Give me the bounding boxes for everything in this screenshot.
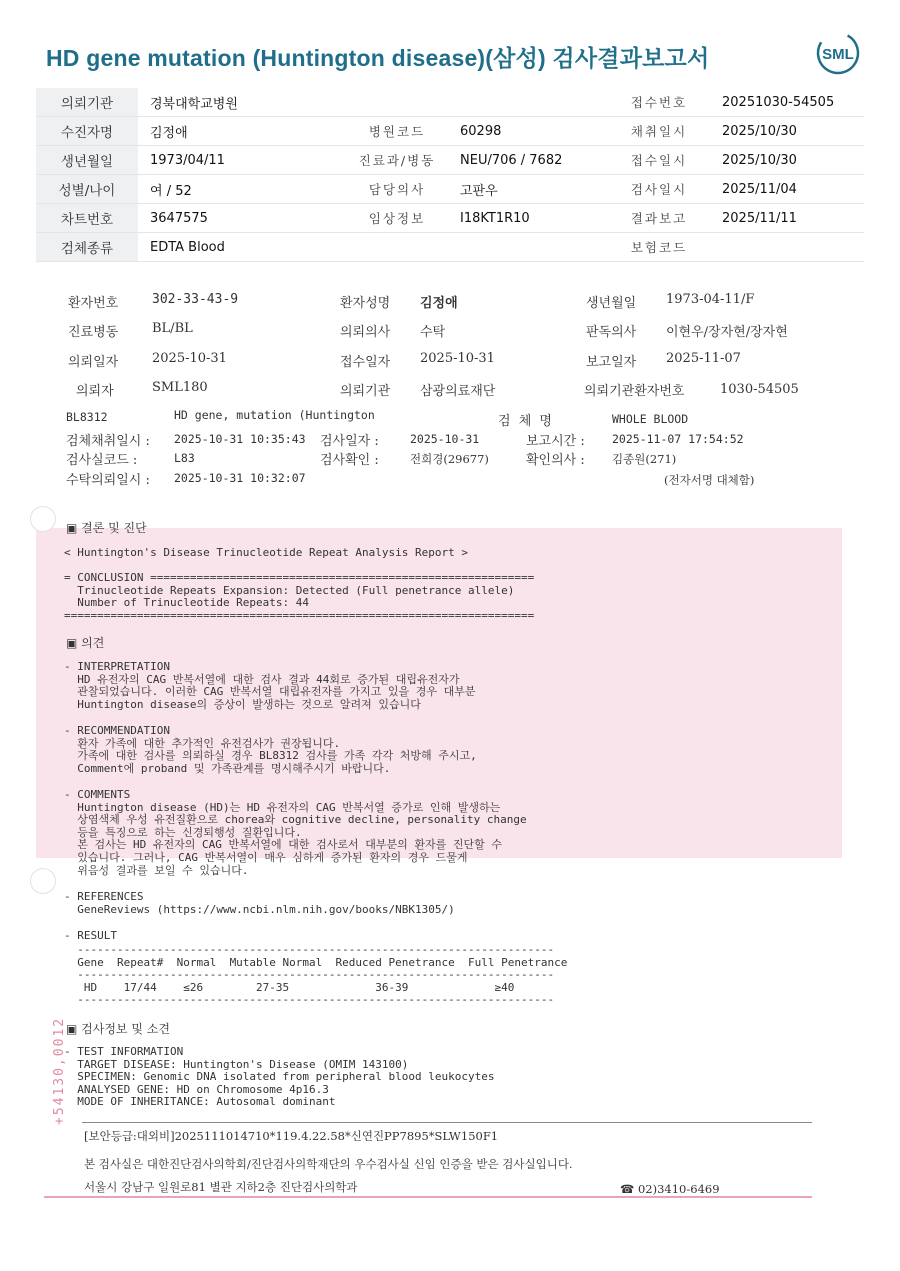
- header-row: [36, 146, 864, 175]
- confirm-value: 전희경(29677): [410, 452, 489, 466]
- section-opinion-heading: ▣ 의견: [66, 636, 105, 650]
- scan-value: 수탁: [420, 325, 446, 340]
- result-table: ------------------------------------------------------------------------ Gene Repeat# Normal Mutable Normal Reduced Penetrance Full Penetrance ------------------------------------------------------------------------ HD 17/44 ≤26 27-35 36-39 ≥40 ------------------------------------------------------------------------: [77, 943, 568, 1007]
- header-row: [36, 88, 864, 117]
- header-value: [448, 88, 608, 117]
- header-value: 1973/04/11: [138, 146, 346, 175]
- header-label: 검사일시: [608, 175, 710, 204]
- header-label: 병원코드: [346, 117, 448, 146]
- scan-value: 1030-54505: [720, 382, 799, 397]
- header-value: 경북대학교병원: [138, 88, 346, 117]
- address-text: 서울시 강남구 일원로81 별관 지하2층 진단검사의학과: [84, 1180, 358, 1194]
- esign-note: (전자서명 대체함): [664, 473, 755, 487]
- security-line: [보안등급:대외비]2025111014710*119.4.22.58*신연진PP7895*SLW150F1: [84, 1129, 499, 1143]
- header-label: 임상정보: [346, 204, 448, 233]
- scan-value: SML180: [152, 380, 208, 395]
- header-label: 진료과/병동: [346, 146, 448, 175]
- header-row: [36, 175, 864, 204]
- header-value: I18KT1R10: [448, 204, 608, 233]
- header-label: 담당의사: [346, 175, 448, 204]
- header-label: 생년월일: [36, 146, 138, 175]
- test-code: BL8312: [66, 410, 108, 424]
- phone-text: ☎ 02)3410-6469: [620, 1182, 720, 1196]
- scan-label: 접수일자: [340, 355, 391, 370]
- specimen-value: WHOLE BLOOD: [612, 412, 689, 426]
- header-label: 의뢰기관: [36, 88, 138, 117]
- header-value: 3647575: [138, 204, 346, 233]
- header-value: 60298: [448, 117, 608, 146]
- interpretation-block: - INTERPRETATION HD 유전자의 CAG 반복서열에 대한 검사 결과 44회로 증가된 대립유전자가 관찰되었습니다. 이러한 CAG 반복서열 대립유전자를 가지고 있을 경우 대부분 Huntington disease의 증상이 발생하는 것으로 알려져 있습니다: [64, 660, 476, 711]
- scan-value: 김정애: [420, 296, 458, 311]
- confirm-doc-label: 확인의사 :: [526, 453, 585, 468]
- header-label: 보험코드: [608, 233, 710, 262]
- scan-label: 의뢰기관환자번호: [584, 384, 685, 399]
- test-date-value: 2025-10-31: [410, 432, 480, 446]
- header-label: [346, 233, 448, 262]
- sml-logo: [815, 30, 861, 76]
- scan-label: 의뢰일자: [68, 355, 119, 370]
- punch-hole: [30, 868, 56, 894]
- side-serial-number: +54130,0012: [52, 1016, 67, 1125]
- test-name: HD gene, mutation (Huntington: [174, 408, 375, 422]
- header-value: NEU/706 / 7682: [448, 146, 608, 175]
- confirm-label: 검사확인 :: [320, 453, 379, 468]
- logo-text: SML: [822, 46, 854, 63]
- test-date-label: 검사일자 :: [320, 434, 379, 449]
- header-label: 결과보고: [608, 204, 710, 233]
- header-value: 20251030-54505: [710, 88, 864, 117]
- header-label: 수진자명: [36, 117, 138, 146]
- scan-value: BL/BL: [152, 321, 193, 336]
- header-label: 차트번호: [36, 204, 138, 233]
- header-value: 2025/10/30: [710, 117, 864, 146]
- scan-label: 진료병동: [68, 325, 119, 340]
- scan-value: 2025-10-31: [152, 351, 227, 366]
- scan-value: 이현우/장자현/장자현: [666, 325, 788, 340]
- test-info-block: - TEST INFORMATION TARGET DISEASE: Huntington's Disease (OMIM 143100) SPECIMEN: Genomic DNA isolated from peripheral blood leukocytes ANALYSED GENE: HD on Chromosome 4p16.3 MODE OF INHERITANCE: Autosomal dominant: [64, 1045, 495, 1109]
- divider: [82, 1122, 812, 1123]
- scan-label: 환자번호: [68, 296, 119, 311]
- header-value: 고판우: [448, 175, 608, 204]
- section-testinfo-heading: ▣ 검사정보 및 소견: [66, 1022, 170, 1036]
- section-conclusion-heading: ▣ 결론 및 진단: [66, 521, 147, 535]
- header-value: 2025/10/30: [710, 146, 864, 175]
- header-value: 2025/11/04: [710, 175, 864, 204]
- header-label: 성별/나이: [36, 175, 138, 204]
- request-label: 수탁의뢰일시 :: [66, 473, 150, 488]
- scan-value: 302-33-43-9: [152, 292, 239, 307]
- header-value: 김정애: [138, 117, 346, 146]
- comments-block: - COMMENTS Huntington disease (HD)는 HD 유전자의 CAG 반복서열 증가로 인해 발생하는 상염색체 우성 유전질환으로 chorea와 cognitive decline, personality change 등을 특징으로 하는 신경퇴행성 질환입니다. 본 검사는 HD 유전자의 CAG 반복서열에 대한 검사로서 대부분의 환자를 진단할 수 있습니다. 그러나, CAG 반복서열이 매우 심하게 증가된 환자의 경우 드물게 위음성 결과를 보일 수 있습니다.: [64, 788, 527, 877]
- lab-code-value: L83: [174, 451, 195, 465]
- patient-header-table: [36, 88, 864, 262]
- scan-label: 환자성명: [340, 296, 391, 311]
- scan-value: 삼광의료재단: [420, 384, 496, 399]
- header-value: [448, 233, 608, 262]
- scan-label: 의뢰기관: [340, 384, 391, 399]
- report-title: < Huntington's Disease Trinucleotide Repeat Analysis Report >: [64, 546, 468, 559]
- confirm-doc-value: 김종원(271): [612, 452, 677, 466]
- scan-label: 보고일자: [586, 355, 637, 370]
- scan-value: 2025-11-07: [666, 351, 741, 366]
- header-value: 2025/11/11: [710, 204, 864, 233]
- scan-label: 판독의사: [586, 325, 637, 340]
- footer-line: [44, 1196, 812, 1198]
- scan-label: 의뢰자: [76, 384, 114, 399]
- report-time-label: 보고시간 :: [526, 434, 585, 449]
- scan-label: 생년월일: [586, 296, 637, 311]
- certification-text: 본 검사실은 대한진단검사의학회/진단검사의학재단의 우수검사실 신임 인증을 받은 검사실입니다.: [84, 1157, 573, 1171]
- result-label: - RESULT: [64, 929, 117, 942]
- page-title: HD gene mutation (Huntington disease)(삼성) 검사결과보고서: [46, 45, 710, 71]
- scanned-report: [0, 270, 900, 1270]
- header-value: EDTA Blood: [138, 233, 346, 262]
- references-block: - REFERENCES GeneReviews (https://www.ncbi.nlm.nih.gov/books/NBK1305/): [64, 890, 455, 916]
- header-label: [346, 88, 448, 117]
- header-label: 접수번호: [608, 88, 710, 117]
- scan-value: 2025-10-31: [420, 351, 495, 366]
- specimen-label: 검 체 명: [498, 414, 554, 429]
- header-row: [36, 117, 864, 146]
- lab-code-label: 검사실코드 :: [66, 453, 138, 468]
- scan-value: 1973-04-11/F: [666, 292, 755, 307]
- collect-value: 2025-10-31 10:35:43: [174, 432, 306, 446]
- header-row: [36, 204, 864, 233]
- header-label: 검체종류: [36, 233, 138, 262]
- collect-label: 검체채취일시 :: [66, 434, 150, 449]
- header-value: 여 / 52: [138, 175, 346, 204]
- scan-label: 의뢰의사: [340, 325, 391, 340]
- report-time-value: 2025-11-07 17:54:52: [612, 432, 744, 446]
- punch-hole: [30, 506, 56, 532]
- header-label: 채취일시: [608, 117, 710, 146]
- request-value: 2025-10-31 10:32:07: [174, 471, 306, 485]
- recommendation-block: - RECOMMENDATION 환자 가족에 대한 추가적인 유전검사가 권장됩니다. 가족에 대한 검사를 의뢰하실 경우 BL8312 검사를 가족 각각 처방해 주시고, Comment에 proband 및 가족관계를 명시해주시기 바랍니다.: [64, 724, 477, 775]
- header-row: [36, 233, 864, 262]
- header-value: [710, 233, 864, 262]
- conclusion-block: = CONCLUSION ========================================================== Trinucleotide Repeats Expansion: Detected (Full penetrance allele) Number of Trinucleotide Repeats: 44 =======================================================================: [64, 571, 535, 622]
- header-label: 접수일시: [608, 146, 710, 175]
